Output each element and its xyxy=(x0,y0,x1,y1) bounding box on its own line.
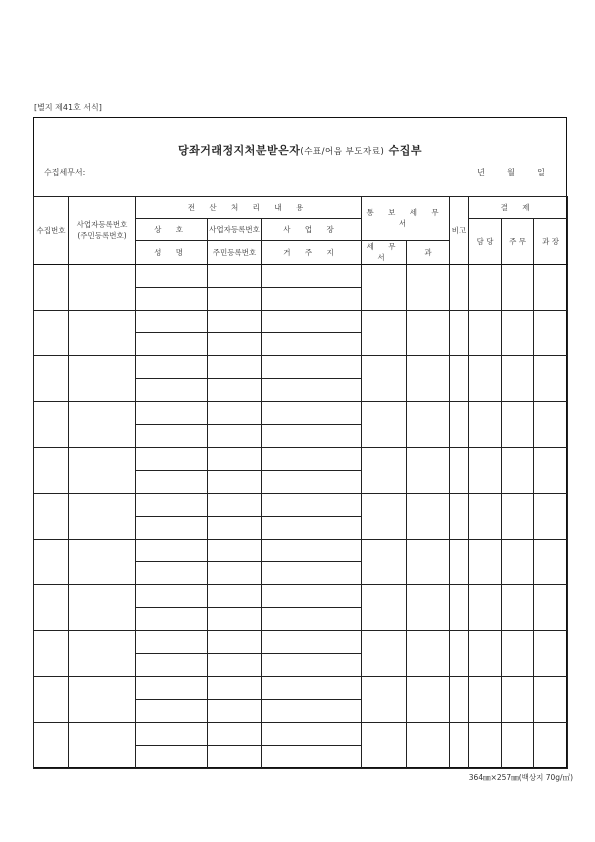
cell-biz-reg-no-short[interactable] xyxy=(208,402,262,425)
cell-name[interactable] xyxy=(136,562,208,585)
cell-name[interactable] xyxy=(136,425,208,448)
cell-section[interactable] xyxy=(407,264,450,310)
cell-business-site[interactable] xyxy=(262,447,362,470)
cell-company[interactable] xyxy=(136,264,208,287)
header-collection-no: 수집번호 xyxy=(34,197,69,265)
header-tax-office: 세 무 서 xyxy=(362,240,407,264)
title-sub: (수표/어음 부도자료) xyxy=(300,147,385,157)
cell-resident-reg-no[interactable] xyxy=(208,608,262,631)
cell-business-site[interactable] xyxy=(262,493,362,516)
cell-company[interactable] xyxy=(136,722,208,745)
record-row xyxy=(34,356,568,379)
cell-remarks[interactable] xyxy=(450,631,469,677)
cell-section[interactable] xyxy=(407,447,450,493)
cell-biz-reg-no[interactable] xyxy=(69,402,136,448)
cell-chief[interactable] xyxy=(502,585,534,631)
header-in-charge: 담 당 xyxy=(469,218,502,264)
cell-section[interactable] xyxy=(407,631,450,677)
cell-section[interactable] xyxy=(407,722,450,768)
cell-company[interactable] xyxy=(136,493,208,516)
cell-collection-no[interactable] xyxy=(34,677,69,723)
record-row xyxy=(34,493,568,516)
record-row xyxy=(34,631,568,654)
cell-biz-reg-no-short[interactable] xyxy=(208,310,262,333)
header-approval: 결 제 xyxy=(469,197,568,219)
cell-in-charge[interactable] xyxy=(469,585,502,631)
cell-biz-reg-no[interactable] xyxy=(69,677,136,723)
cell-biz-reg-no[interactable] xyxy=(69,631,136,677)
cell-section[interactable] xyxy=(407,356,450,402)
cell-collection-no[interactable] xyxy=(34,493,69,539)
header-section-chief: 과 장 xyxy=(534,218,568,264)
cell-resident-reg-no[interactable] xyxy=(208,470,262,493)
cell-resident-reg-no[interactable] xyxy=(208,333,262,356)
cell-name[interactable] xyxy=(136,654,208,677)
cell-section-chief[interactable] xyxy=(534,493,568,539)
cell-section-chief[interactable] xyxy=(534,447,568,493)
cell-company[interactable] xyxy=(136,585,208,608)
cell-address[interactable] xyxy=(262,425,362,448)
cell-chief[interactable] xyxy=(502,264,534,310)
cell-section-chief[interactable] xyxy=(534,402,568,448)
cell-remarks[interactable] xyxy=(450,722,469,768)
record-row xyxy=(34,539,568,562)
cell-section-chief[interactable] xyxy=(534,539,568,585)
cell-chief[interactable] xyxy=(502,402,534,448)
header-biz-reg-no-short: 사업자등록번호 xyxy=(208,218,262,240)
cell-collection-no[interactable] xyxy=(34,264,69,310)
cell-section-chief[interactable] xyxy=(534,722,568,768)
cell-biz-reg-no-short[interactable] xyxy=(208,631,262,654)
cell-in-charge[interactable] xyxy=(469,264,502,310)
header-company: 상 호 xyxy=(136,218,208,240)
record-row xyxy=(34,402,568,425)
cell-in-charge[interactable] xyxy=(469,310,502,356)
cell-tax-office[interactable] xyxy=(362,493,407,539)
cell-in-charge[interactable] xyxy=(469,356,502,402)
cell-biz-reg-no[interactable] xyxy=(69,264,136,310)
cell-section-chief[interactable] xyxy=(534,264,568,310)
cell-business-site[interactable] xyxy=(262,356,362,379)
register-table xyxy=(33,196,568,769)
cell-chief[interactable] xyxy=(502,631,534,677)
cell-name[interactable] xyxy=(136,379,208,402)
cell-business-site[interactable] xyxy=(262,722,362,745)
cell-biz-reg-no-short[interactable] xyxy=(208,539,262,562)
header-biz-reg-no-text: 사업자등록번호 xyxy=(76,220,128,230)
cell-address[interactable] xyxy=(262,333,362,356)
cell-address[interactable] xyxy=(262,699,362,722)
cell-section[interactable] xyxy=(407,585,450,631)
cell-tax-office[interactable] xyxy=(362,356,407,402)
cell-biz-reg-no[interactable] xyxy=(69,310,136,356)
header-resident-reg-no-paren: (주민등록번호) xyxy=(77,231,127,241)
cell-remarks[interactable] xyxy=(450,402,469,448)
cell-company[interactable] xyxy=(136,356,208,379)
cell-remarks[interactable] xyxy=(450,447,469,493)
cell-tax-office[interactable] xyxy=(362,585,407,631)
cell-biz-reg-no[interactable] xyxy=(69,539,136,585)
cell-biz-reg-no-short[interactable] xyxy=(208,677,262,700)
cell-address[interactable] xyxy=(262,745,362,768)
header-biz-reg-no xyxy=(69,197,136,265)
cell-business-site[interactable] xyxy=(262,677,362,700)
cell-in-charge[interactable] xyxy=(469,493,502,539)
cell-biz-reg-no-short[interactable] xyxy=(208,264,262,287)
date-fields xyxy=(466,167,556,178)
cell-section[interactable] xyxy=(407,402,450,448)
cell-resident-reg-no[interactable] xyxy=(208,425,262,448)
cell-address[interactable] xyxy=(262,654,362,677)
cell-section-chief[interactable] xyxy=(534,356,568,402)
cell-collection-no[interactable] xyxy=(34,402,69,448)
cell-business-site[interactable] xyxy=(262,264,362,287)
cell-section[interactable] xyxy=(407,310,450,356)
cell-collection-no[interactable] xyxy=(34,722,69,768)
record-row xyxy=(34,677,568,700)
cell-remarks[interactable] xyxy=(450,264,469,310)
cell-in-charge[interactable] xyxy=(469,539,502,585)
cell-company[interactable] xyxy=(136,402,208,425)
cell-in-charge[interactable] xyxy=(469,402,502,448)
cell-resident-reg-no[interactable] xyxy=(208,562,262,585)
form-title xyxy=(34,142,566,158)
cell-section-chief[interactable] xyxy=(534,310,568,356)
cell-resident-reg-no[interactable] xyxy=(208,699,262,722)
cell-resident-reg-no[interactable] xyxy=(208,745,262,768)
cell-chief[interactable] xyxy=(502,677,534,723)
cell-section-chief[interactable] xyxy=(534,585,568,631)
cell-name[interactable] xyxy=(136,745,208,768)
cell-address[interactable] xyxy=(262,608,362,631)
cell-collection-no[interactable] xyxy=(34,310,69,356)
cell-tax-office[interactable] xyxy=(362,447,407,493)
cell-chief[interactable] xyxy=(502,310,534,356)
cell-tax-office[interactable] xyxy=(362,722,407,768)
cell-biz-reg-no-short[interactable] xyxy=(208,447,262,470)
cell-name[interactable] xyxy=(136,608,208,631)
cell-biz-reg-no[interactable] xyxy=(69,722,136,768)
cell-business-site[interactable] xyxy=(262,539,362,562)
cell-collection-no[interactable] xyxy=(34,631,69,677)
cell-business-site[interactable] xyxy=(262,585,362,608)
cell-company[interactable] xyxy=(136,677,208,700)
record-row xyxy=(34,264,568,287)
header-business-site: 사 업 장 xyxy=(262,218,362,240)
month-label: 월 xyxy=(507,168,515,177)
cell-name[interactable] xyxy=(136,516,208,539)
day-label: 일 xyxy=(537,168,545,177)
cell-in-charge[interactable] xyxy=(469,447,502,493)
cell-business-site[interactable] xyxy=(262,310,362,333)
cell-collection-no[interactable] xyxy=(34,585,69,631)
cell-name[interactable] xyxy=(136,470,208,493)
cell-tax-office[interactable] xyxy=(362,402,407,448)
cell-name[interactable] xyxy=(136,333,208,356)
cell-business-site[interactable] xyxy=(262,631,362,654)
record-row xyxy=(34,447,568,470)
cell-remarks[interactable] xyxy=(450,493,469,539)
cell-section[interactable] xyxy=(407,539,450,585)
cell-company[interactable] xyxy=(136,631,208,654)
cell-remarks[interactable] xyxy=(450,585,469,631)
header-computer-processing: 전 산 처 리 내 용 xyxy=(136,197,362,219)
cell-biz-reg-no-short[interactable] xyxy=(208,585,262,608)
cell-collection-no[interactable] xyxy=(34,447,69,493)
cell-resident-reg-no[interactable] xyxy=(208,654,262,677)
cell-chief[interactable] xyxy=(502,722,534,768)
header-resident-reg-no: 주민등록번호 xyxy=(208,240,262,264)
paper-spec-footer: 364㎜×257㎜(백상지 70g/㎡) xyxy=(468,773,573,782)
cell-biz-reg-no[interactable] xyxy=(69,493,136,539)
header-notice-office: 통 보 세 무 서 xyxy=(362,197,450,241)
title-main: 당좌거래정지처분받은자 xyxy=(177,144,301,157)
cell-resident-reg-no[interactable] xyxy=(208,516,262,539)
cell-chief[interactable] xyxy=(502,447,534,493)
cell-section[interactable] xyxy=(407,493,450,539)
cell-biz-reg-no-short[interactable] xyxy=(208,493,262,516)
cell-address[interactable] xyxy=(262,562,362,585)
cell-biz-reg-no-short[interactable] xyxy=(208,356,262,379)
cell-biz-reg-no[interactable] xyxy=(69,447,136,493)
cell-company[interactable] xyxy=(136,447,208,470)
cell-collection-no[interactable] xyxy=(34,539,69,585)
cell-remarks[interactable] xyxy=(450,356,469,402)
header-name: 성 명 xyxy=(136,240,208,264)
cell-section-chief[interactable] xyxy=(534,631,568,677)
header-address: 거 주 지 xyxy=(262,240,362,264)
cell-resident-reg-no[interactable] xyxy=(208,379,262,402)
header-remarks: 비고 xyxy=(450,197,469,265)
cell-address[interactable] xyxy=(262,470,362,493)
cell-business-site[interactable] xyxy=(262,402,362,425)
cell-address[interactable] xyxy=(262,516,362,539)
cell-tax-office[interactable] xyxy=(362,631,407,677)
cell-collection-no[interactable] xyxy=(34,356,69,402)
record-row xyxy=(34,585,568,608)
collection-register-form xyxy=(33,117,567,768)
cell-chief[interactable] xyxy=(502,356,534,402)
cell-tax-office[interactable] xyxy=(362,264,407,310)
cell-company[interactable] xyxy=(136,310,208,333)
form-number-label: [별지 제41호 서식] xyxy=(34,103,102,112)
cell-tax-office[interactable] xyxy=(362,677,407,723)
cell-section[interactable] xyxy=(407,677,450,723)
cell-in-charge[interactable] xyxy=(469,631,502,677)
cell-in-charge[interactable] xyxy=(469,677,502,723)
cell-remarks[interactable] xyxy=(450,310,469,356)
header-chief: 주 무 xyxy=(502,218,534,264)
year-label: 년 xyxy=(477,168,485,177)
cell-biz-reg-no-short[interactable] xyxy=(208,722,262,745)
cell-tax-office[interactable] xyxy=(362,539,407,585)
cell-biz-reg-no[interactable] xyxy=(69,585,136,631)
cell-name[interactable] xyxy=(136,699,208,722)
cell-name[interactable] xyxy=(136,287,208,310)
record-row xyxy=(34,722,568,745)
cell-remarks[interactable] xyxy=(450,539,469,585)
cell-address[interactable] xyxy=(262,287,362,310)
cell-biz-reg-no[interactable] xyxy=(69,356,136,402)
collecting-office-label: 수집세무서: xyxy=(44,168,86,177)
cell-chief[interactable] xyxy=(502,493,534,539)
cell-resident-reg-no[interactable] xyxy=(208,287,262,310)
cell-section-chief[interactable] xyxy=(534,677,568,723)
cell-company[interactable] xyxy=(136,539,208,562)
cell-chief[interactable] xyxy=(502,539,534,585)
record-row xyxy=(34,310,568,333)
cell-tax-office[interactable] xyxy=(362,310,407,356)
title-suffix: 수집부 xyxy=(388,144,422,157)
cell-in-charge[interactable] xyxy=(469,722,502,768)
cell-address[interactable] xyxy=(262,379,362,402)
cell-remarks[interactable] xyxy=(450,677,469,723)
header-section: 과 xyxy=(407,240,450,264)
